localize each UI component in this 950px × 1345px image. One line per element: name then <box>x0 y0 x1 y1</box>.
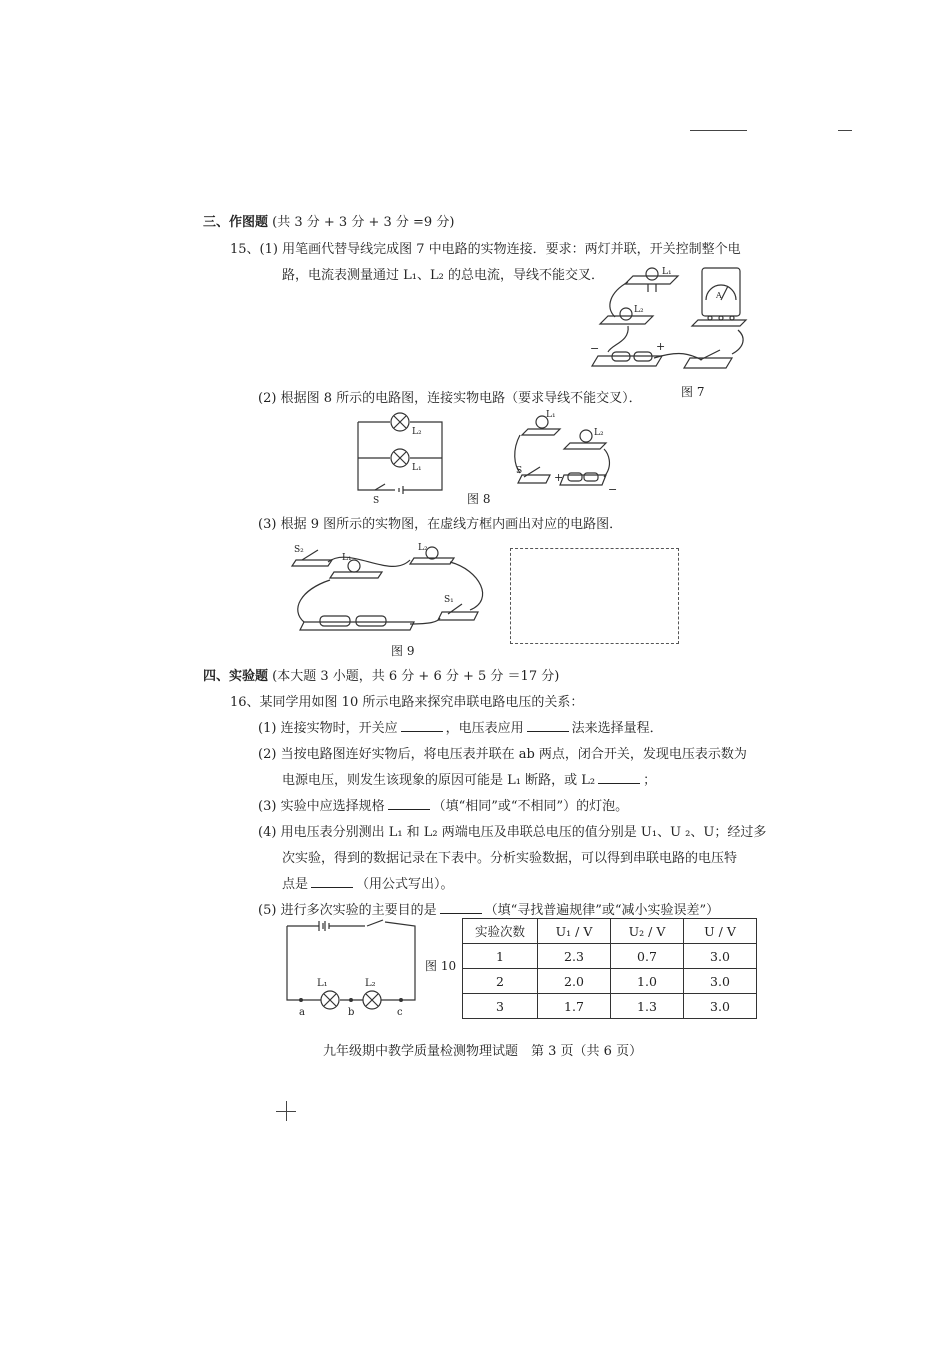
q16-sub2-text1: 当按电路图连好实物后，将电压表并联在 ab 两点，闭合开关，发现电压表示数为 <box>280 747 747 762</box>
q15-part3-text: 根据 9 图所示的实物图，在虚线方框内画出对应的电路图． <box>280 517 623 532</box>
blank-switch-state[interactable] <box>401 720 443 732</box>
fig8b-minus-label: − <box>608 483 618 496</box>
q15-part3-index: (3) <box>258 517 277 532</box>
fig8b-L2-label: L₂ <box>594 428 604 438</box>
fig7-L2-label: L₂ <box>634 305 644 315</box>
table-cell: 3.0 <box>684 944 757 969</box>
section-3-heading <box>203 211 454 230</box>
table-cell: 1.3 <box>611 994 684 1019</box>
q16-sub2-line2 <box>282 769 656 788</box>
q16-sub3-text-b: （填“相同”或“不相同”）的灯泡。 <box>432 799 629 814</box>
table-cell: 1.0 <box>611 969 684 994</box>
q15-part1-index: (1) <box>259 242 278 257</box>
fig9-S2-label: S₂ <box>294 545 304 555</box>
q16-sub4-text3a: 点是 <box>282 877 309 892</box>
figure-9-real-circuit <box>290 540 490 635</box>
q15-number: 15、 <box>230 242 260 257</box>
q16-sub1 <box>258 717 663 736</box>
fig10-L2-label: L₂ <box>365 978 376 989</box>
q16-sub1-text-a: 连接实物时，开关应 <box>280 721 398 736</box>
table-cell: 1 <box>463 944 538 969</box>
fig9-L1-label: L₁ <box>342 553 352 563</box>
q16-sub2-index: (2) <box>258 747 277 762</box>
q16-sub4-line1 <box>258 821 766 840</box>
q16-sub5 <box>258 899 719 918</box>
blank-bulb-spec[interactable] <box>388 798 430 810</box>
fig8-L1-label: L₁ <box>412 463 422 473</box>
fig10-a-label: a <box>299 1007 305 1018</box>
section-4-title: 四、实验题 <box>203 669 269 684</box>
top-rule <box>690 130 747 131</box>
q16-sub4-line2: 次实验，得到的数据记录在下表中。分析实验数据，可以得到串联电路的电压特 <box>282 851 738 866</box>
figure-7-caption: 图 7 <box>681 385 705 399</box>
q16-intro: 16、某同学用如图 10 所示电路来探究串联电路电压的关系： <box>230 695 584 710</box>
q16-sub3-text-a: 实验中应选择规格 <box>280 799 385 814</box>
table-row <box>463 944 757 969</box>
q15-part2 <box>258 387 642 406</box>
table-row <box>463 994 757 1019</box>
q16-sub4-line3 <box>282 873 454 892</box>
fig10-c-label: c <box>397 1007 403 1018</box>
fig8b-plus-label: + <box>554 471 564 484</box>
fig7-plus-label: + <box>656 340 666 353</box>
figure-9-caption: 图 9 <box>391 644 415 658</box>
table-cell: 2 <box>463 969 538 994</box>
answer-box-dashed[interactable] <box>510 548 679 644</box>
fig9-L2-label: L₂ <box>418 543 428 553</box>
q16-sub4-text3b: （用公式写出）。 <box>356 877 454 892</box>
q15-part2-index: (2) <box>258 391 277 406</box>
experiment-data-table <box>462 918 757 1019</box>
table-cell: 2.3 <box>538 944 611 969</box>
q15-part3 <box>258 513 622 532</box>
fig7-L1-label: L₁ <box>662 267 672 277</box>
q16-sub5-text-a: 进行多次实验的主要目的是 <box>280 903 437 918</box>
q16-sub4-index: (4) <box>258 825 277 840</box>
q15-part1-text: 用笔画代替导线完成图 7 中电路的实物连接．要求：两灯并联，开关控制整个电 <box>282 242 741 257</box>
section-3-score: (共 3 分 + 3 分 + 3 分 =9 分) <box>272 215 455 230</box>
fig10-b-label: b <box>348 1007 355 1018</box>
q16-sub5-text-b: （填“寻找普遍规律”或“减小实验误差”） <box>484 903 720 918</box>
fig10-point-b <box>349 998 353 1002</box>
figure-8-real-circuit <box>512 405 622 500</box>
blank-range-method[interactable] <box>527 720 569 732</box>
fig8-switch-label: S <box>373 496 380 506</box>
figure-8-schematic <box>355 412 455 506</box>
table-header-cell: 实验次数 <box>463 919 538 944</box>
fig10-point-c <box>399 998 403 1002</box>
top-rule-short <box>838 130 852 131</box>
blank-voltage-formula[interactable] <box>311 876 353 888</box>
fig10-L1-label: L₁ <box>317 978 328 989</box>
section-4-score: (本大题 3 小题，共 6 分 + 6 分 + 5 分 ＝17 分) <box>272 669 560 684</box>
figure-10-series-circuit <box>285 918 425 1018</box>
section-3-title: 三、作图题 <box>203 215 269 230</box>
table-cell: 2.0 <box>538 969 611 994</box>
q16-sub1-text-c: 法来选择量程． <box>571 721 663 736</box>
fig10-point-a <box>299 998 303 1002</box>
blank-l2-fault[interactable] <box>598 772 640 784</box>
q15-part1-line2: 路，电流表测量通过 L₁、L₂ 的总电流，导线不能交叉． <box>282 268 604 283</box>
table-cell: 3.0 <box>684 994 757 1019</box>
table-cell: 1.7 <box>538 994 611 1019</box>
q15-part2-text: 根据图 8 所示的电路图，连接实物电路（要求导线不能交叉）． <box>280 391 642 406</box>
q16-sub1-index: (1) <box>258 721 277 736</box>
q16-sub2-text2a: 电源电压，则发生该现象的原因可能是 L₁ 断路，或 L₂ <box>282 773 596 788</box>
q16-sub5-index: (5) <box>258 903 277 918</box>
q16-sub2-text2b: ； <box>643 773 657 788</box>
q16-sub2-line1 <box>258 743 747 762</box>
crop-mark-vertical <box>286 1101 287 1121</box>
figure-10-caption: 图 10 <box>425 959 457 973</box>
figure-8-caption: 图 8 <box>467 492 491 506</box>
fig8-L2-label: L₂ <box>412 427 422 437</box>
q15-part1-line1 <box>230 238 741 257</box>
table-row <box>463 969 757 994</box>
q16-sub3-index: (3) <box>258 799 277 814</box>
q16-sub1-text-b: ，电压表应用 <box>445 721 524 736</box>
fig9-S1-label: S₁ <box>444 595 454 605</box>
fig7-ammeter-label: A <box>716 291 722 300</box>
table-cell: 0.7 <box>611 944 684 969</box>
fig8b-switch-label: S <box>516 466 523 476</box>
page-footer: 九年级期中教学质量检测物理试题 第 3 页（共 6 页） <box>323 1044 643 1059</box>
table-header-cell: U / V <box>684 919 757 944</box>
table-header-cell: U₁ / V <box>538 919 611 944</box>
fig7-minus-label: − <box>590 342 600 355</box>
section-4-heading <box>203 665 559 684</box>
table-header-row <box>463 919 757 944</box>
q16-sub4-text1: 用电压表分别测出 L₁ 和 L₂ 两端电压及串联总电压的值分别是 U₁、U ₂、U；经过多 <box>280 825 767 840</box>
fig8b-L1-label: L₁ <box>546 410 556 420</box>
figure-7-circuit <box>590 262 750 372</box>
table-cell: 3.0 <box>684 969 757 994</box>
q16-sub3 <box>258 795 628 814</box>
blank-experiment-purpose[interactable] <box>440 902 482 914</box>
table-cell: 3 <box>463 994 538 1019</box>
table-header-cell: U₂ / V <box>611 919 684 944</box>
